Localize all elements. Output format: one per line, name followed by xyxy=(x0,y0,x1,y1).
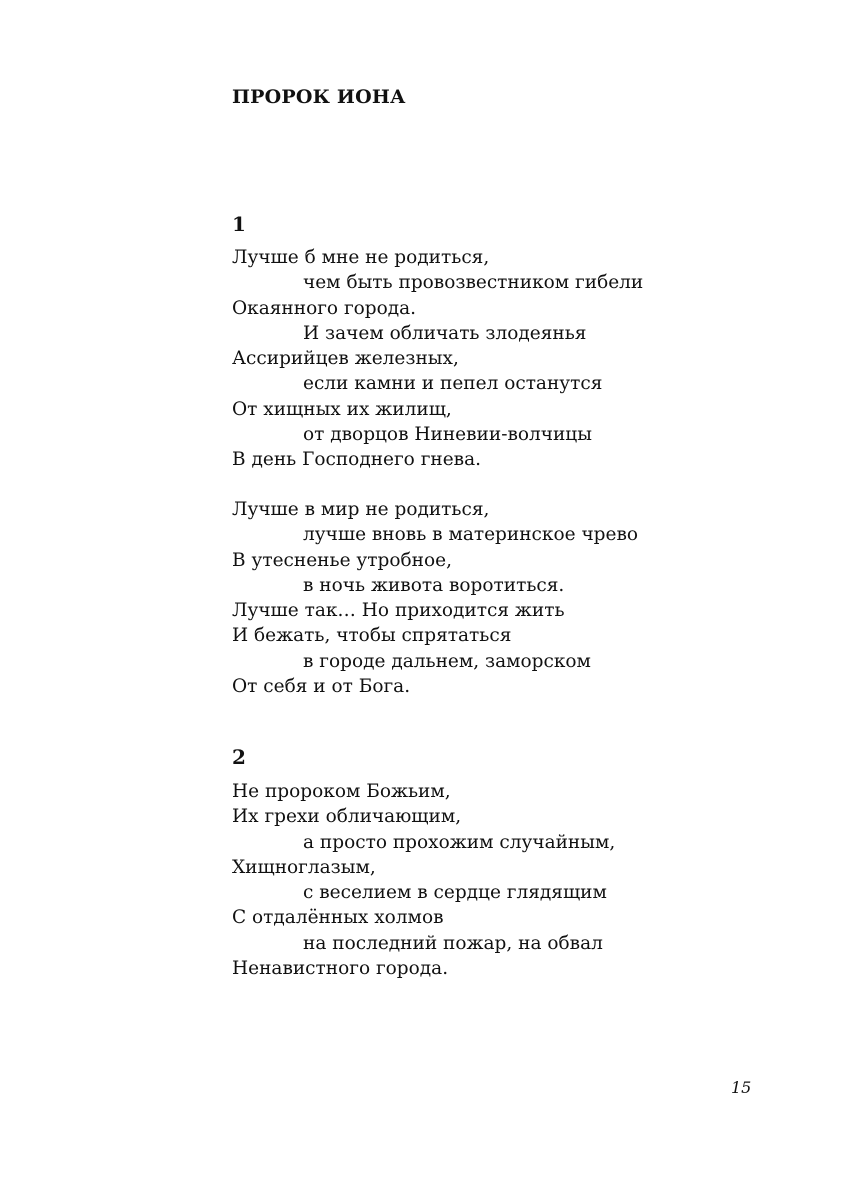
section-number-1: 1 xyxy=(232,212,246,236)
poem-line: в ночь живота воротиться. xyxy=(303,574,565,596)
poem-line: если камни и пепел останутся xyxy=(303,373,603,395)
poem-line: в городе дальнем, заморском xyxy=(303,650,591,672)
poem-line: чем быть провозвестником гибели xyxy=(303,272,644,294)
poem-line: от дворцов Ниневии-волчицы xyxy=(303,424,592,446)
poem-line: С отдалённых холмов xyxy=(232,907,444,929)
poem-line: И зачем обличать злодеянья xyxy=(303,322,587,344)
poem-line: лучше вновь в материнское чрево xyxy=(303,524,639,546)
poem-line: с веселием в сердце глядящим xyxy=(303,882,607,904)
poem-line: В утесненье утробное, xyxy=(232,549,452,571)
poem-line: От себя и от Бога. xyxy=(232,676,411,698)
section-number-2: 2 xyxy=(232,745,246,769)
poem-line: Хищноглазым, xyxy=(232,856,376,878)
poem-line: Лучше в мир не родиться, xyxy=(232,499,490,520)
poem-line: на последний пожар, на обвал xyxy=(303,932,603,954)
poem-title: ПРОРОК ИОНА xyxy=(232,86,406,108)
stanza-1-2 xyxy=(232,497,638,699)
poem-line: В день Господнего гнева. xyxy=(232,449,481,471)
poem-line: Их грехи обличающим, xyxy=(232,806,462,828)
poem-line: а просто прохожим случайным, xyxy=(303,831,616,853)
stanza-1-1 xyxy=(232,245,643,473)
poem-line: Лучше б мне не родиться, xyxy=(232,247,490,268)
stanza-2-1 xyxy=(232,779,615,981)
poem-line: И бежать, чтобы спрятаться xyxy=(232,625,512,647)
poem-line: Ненавистного города. xyxy=(232,958,449,980)
poem-line: Лучше так… Но приходится жить xyxy=(232,600,565,622)
poem-line: Окаянного города. xyxy=(232,297,417,319)
poem-line: Не пророком Божьим, xyxy=(232,781,451,802)
poem-line: Ассирийцев железных, xyxy=(232,348,459,370)
page-number: 15 xyxy=(731,1078,752,1097)
poem-line: От хищных их жилищ, xyxy=(232,398,452,420)
